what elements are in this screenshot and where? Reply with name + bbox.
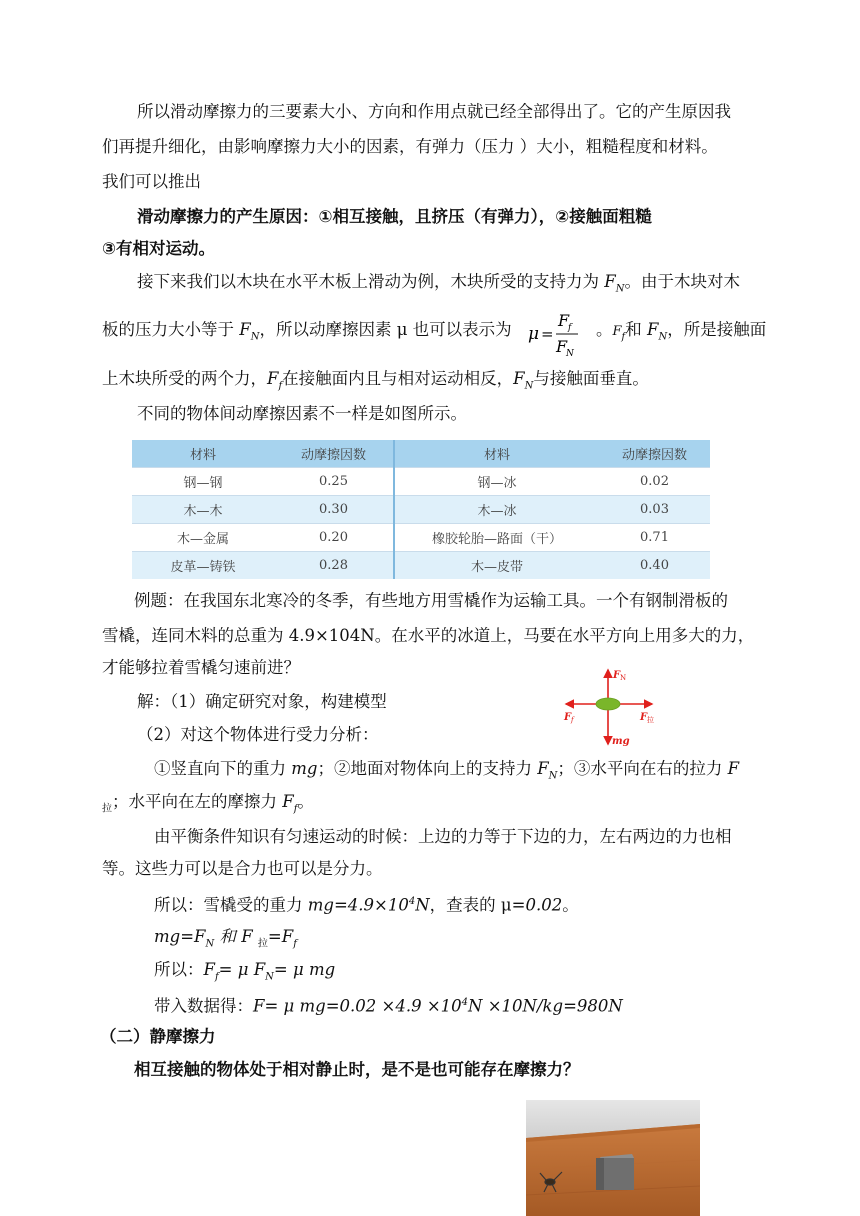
symbol-sub: f — [621, 331, 626, 343]
table-cell: 木—金属 — [132, 524, 274, 552]
paragraph-line — [596, 318, 766, 349]
formula-run: = μ mg — [273, 960, 336, 979]
text-run: 。由于木块对木 — [624, 272, 740, 291]
calc-line — [154, 890, 579, 918]
table-cell: 0.20 — [274, 524, 394, 552]
text-run: 上木块所受的两个力， — [102, 369, 267, 388]
fn-label: F — [613, 670, 621, 681]
cause-heading-line: ③有相对运动。 — [102, 239, 215, 258]
exponent: 4 — [461, 997, 469, 1008]
table-cell: 橡胶轮胎—路面（干） — [394, 524, 599, 552]
formula-run: F= μ mg=0.02 ×4.9 ×10 — [253, 996, 462, 1016]
text-run: ，查表的 μ= — [429, 895, 526, 915]
mu-symbol: μ — [528, 324, 540, 344]
symbol-sub: N — [250, 331, 260, 343]
mg-label: mg — [612, 736, 630, 747]
forces-line — [154, 757, 739, 788]
fla-sub: 拉 — [647, 716, 654, 724]
symbol-sub-la: 拉 — [257, 938, 268, 950]
text-run: 在接触面内且与相对运动相反， — [282, 369, 514, 388]
example-line: 雪橇，连同木料的总重为 4.9×104N。在水平的冰道上，马要在水平方向上用多大的力， — [102, 626, 755, 645]
table-row — [132, 552, 710, 580]
formula-run: 0.02 — [525, 895, 563, 915]
force-diagram — [560, 664, 670, 748]
example-line: 才能够拉着雪橇匀速前进？ — [102, 658, 300, 677]
block-on-desk-photo — [526, 1100, 700, 1216]
symbol-sub: f — [278, 380, 283, 392]
table-header-cell: 动摩擦因数 — [599, 440, 710, 468]
table-header-row — [132, 440, 710, 468]
symbol-F: F — [267, 369, 279, 388]
fn-sub: N — [620, 674, 627, 682]
text-run: 所以：雪橇受的重力 — [154, 895, 308, 915]
table-header-cell: 动摩擦因数 — [274, 440, 394, 468]
table-row — [132, 524, 710, 552]
formula-run: =F — [267, 927, 294, 946]
table-cell: 0.28 — [274, 552, 394, 580]
symbol-sub: N — [524, 380, 534, 392]
symbol-sub: N — [658, 331, 668, 343]
cause-heading-line: 滑动摩擦力的产生原因：①相互接触，且挤压（有弹力），②接触面粗糙 — [137, 207, 652, 226]
table-header-cell: 材料 — [394, 440, 599, 468]
text-run: 和 — [625, 320, 647, 339]
section-question: 相互接触的物体处于相对静止时，是不是也可能存在摩擦力？ — [134, 1060, 580, 1079]
calc-line — [154, 991, 623, 1019]
calc-line — [154, 925, 297, 956]
symbol-sub: N — [205, 938, 215, 950]
calc-line — [154, 958, 335, 989]
table-row — [132, 496, 710, 524]
text-run: 带入数据得： — [154, 996, 253, 1016]
ff-sub: f — [571, 716, 574, 724]
text-run: 。 — [562, 895, 579, 915]
text-run: 接下来我们以木块在水平木板上滑动为例，木块所受的支持力为 — [137, 272, 605, 291]
symbol-F: F — [604, 272, 616, 291]
table-cell: 皮革—铸铁 — [132, 552, 274, 580]
solution-step: 解：（1）确定研究对象，构建模型 — [137, 692, 387, 711]
symbol-F: F — [646, 320, 659, 339]
text-run: ；③水平向在右的拉力 — [557, 759, 728, 778]
text-run: ①竖直向下的重力 — [154, 759, 292, 778]
example-line: 例题：在我国东北寒冷的冬季，有些地方用雪橇作为运输工具。一个有钢制滑板的 — [134, 591, 728, 610]
balance-line: 由平衡条件知识有匀速运动的时候：上边的力等于下边的力，左右两边的力也相 — [154, 827, 732, 846]
sled-block — [596, 698, 620, 710]
text-run: 。 — [297, 792, 314, 811]
table-row — [132, 468, 710, 496]
text-run: 与接触面垂直。 — [533, 369, 649, 388]
symbol-F: F — [537, 759, 549, 778]
table-cell: 钢—钢 — [132, 468, 274, 496]
paragraph-line — [102, 367, 649, 398]
symbol-F: F — [282, 792, 294, 811]
balance-line: 等。这些力可以是合力也可以是分力。 — [102, 859, 383, 878]
formula-run: F — [203, 960, 215, 979]
table-cell: 木—木 — [132, 496, 274, 524]
table-cell: 0.71 — [599, 524, 710, 552]
symbol-sub: N — [265, 971, 274, 983]
symbol-F: F — [239, 320, 251, 339]
table-cell: 0.40 — [599, 552, 710, 580]
table-cell: 钢—冰 — [394, 468, 599, 496]
paragraph-line: 不同的物体间动摩擦因素不一样是如图所示。 — [137, 404, 467, 423]
paragraph-line: 所以滑动摩擦力的三要素大小、方向和作用点就已经全部得出了。它的产生原因我 — [137, 102, 731, 121]
table-header-cell: 材料 — [132, 440, 274, 468]
symbol-sub: f — [293, 938, 297, 950]
paragraph-line: 我们可以推出 — [102, 172, 201, 191]
symbol-sub: N — [548, 770, 558, 782]
denominator-sub: N — [566, 349, 574, 359]
text-run: ，所以动摩擦因素 μ 也可以表示为 — [259, 320, 512, 339]
symbol-sub: N — [615, 283, 625, 295]
ff-label: F — [564, 712, 572, 723]
numerator-sub: f — [568, 323, 572, 333]
text-run: ；②地面对物体向上的支持力 — [317, 759, 538, 778]
equals-sign: = — [541, 325, 554, 343]
table-cell: 木—皮带 — [394, 552, 599, 580]
fla-label: F — [640, 712, 648, 723]
symbol-mg: mg — [291, 759, 318, 778]
formula-run: mg=F — [154, 927, 206, 946]
formula-run: mg=4.9×10 — [307, 895, 409, 915]
text-run: ；水平向在左的摩擦力 — [112, 792, 283, 811]
paragraph-line — [137, 270, 740, 301]
forces-line — [102, 790, 314, 821]
formula-run: N ×10N/kg=980N — [468, 996, 623, 1016]
formula-run: 和 F — [214, 927, 258, 946]
section-heading: （二）静摩擦力 — [100, 1027, 216, 1046]
symbol-F: F — [727, 759, 740, 778]
solution-step: （2）对这个物体进行受力分析： — [137, 725, 379, 744]
table-cell: 木—冰 — [394, 496, 599, 524]
symbol-F: F — [612, 324, 622, 339]
formula-run: N — [415, 895, 430, 915]
text-run: ，所是接触面 — [667, 320, 767, 339]
symbol-sub-la: 拉 — [102, 803, 112, 815]
symbol-sub: f — [293, 803, 298, 815]
exponent: 4 — [408, 896, 416, 907]
table-cell: 0.03 — [599, 496, 710, 524]
symbol-sub: f — [214, 971, 219, 983]
symbol-F: F — [513, 369, 525, 388]
text-run: 板的压力大小等于 — [102, 320, 240, 339]
numerator-F: F — [558, 311, 570, 330]
text-run: 所以： — [154, 960, 204, 979]
paragraph-line: 们再提升细化，由影响摩擦力大小的因素，有弹力（压力 ）大小，粗糙程度和材料。 — [102, 137, 718, 156]
text-run: 。 — [596, 320, 613, 339]
friction-coefficient-table — [132, 440, 710, 579]
denominator-F: F — [556, 337, 568, 356]
table-cell: 0.02 — [599, 468, 710, 496]
table-cell: 0.25 — [274, 468, 394, 496]
mu-fraction-formula — [528, 304, 590, 360]
formula-run: = μ F — [218, 960, 266, 979]
paragraph-line — [102, 318, 512, 349]
table-cell: 0.30 — [274, 496, 394, 524]
